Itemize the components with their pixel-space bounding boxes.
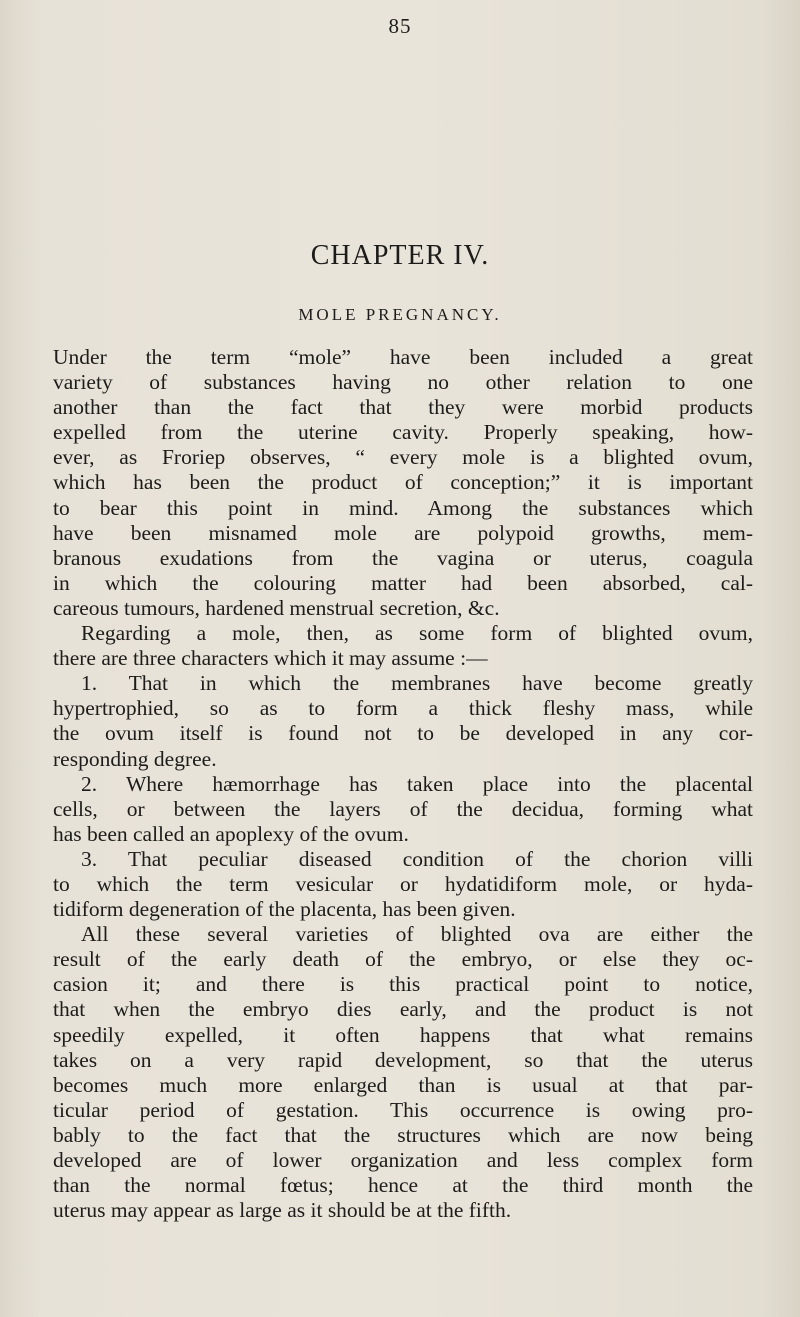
- text-line: has been called an apoplexy of the ovum.: [53, 821, 409, 846]
- text-line: another than the fact that they were morbid products: [53, 395, 753, 420]
- text-line: that when the embryo dies early, and the product is not: [53, 997, 753, 1022]
- text-line: Regarding a mole, then, as some form of blighted ovum,: [81, 621, 753, 646]
- text-line: becomes much more enlarged than is usual at that par-: [53, 1072, 753, 1097]
- text-line: 3. That peculiar diseased condition of the chorion villi: [81, 846, 753, 871]
- section-title: MOLE PREGNANCY.: [298, 305, 502, 324]
- text-line: variety of substances having no other relation to one: [53, 370, 753, 395]
- text-line: uterus may appear as large as it should be at the fifth.: [53, 1198, 512, 1223]
- text-line: All these several varieties of blighted ova are either the: [81, 922, 753, 947]
- text-line: tidiform degeneration of the placenta, has been given.: [53, 897, 516, 922]
- text-line: branous exudations from the vagina or uterus, coagula: [53, 545, 753, 570]
- chapter-title: CHAPTER IV.: [310, 240, 490, 271]
- text-line: speedily expelled, it often happens that what remains: [53, 1022, 753, 1047]
- text-line: hypertrophied, so as to form a thick fleshy mass, while: [53, 696, 753, 721]
- text-line: which has been the product of conception;” it is important: [53, 470, 753, 495]
- text-line: there are three characters which it may assume :—: [53, 646, 488, 671]
- text-line: to which the term vesicular or hydatidiform mole, or hyda-: [53, 871, 753, 896]
- text-line: the ovum itself is found not to be developed in any cor-: [53, 721, 753, 746]
- text-line: responding degree.: [53, 746, 217, 771]
- text-line: in which the colouring matter had been absorbed, cal-: [53, 570, 753, 595]
- text-line: developed are of lower organization and less complex form: [53, 1148, 753, 1172]
- text-line: Under the term “mole” have been included a great: [53, 345, 753, 369]
- text-line: bably to the fact that the structures which are now being: [53, 1122, 753, 1147]
- text-line: careous tumours, hardened menstrual secretion, &c.: [53, 595, 500, 620]
- body-text: [53, 345, 753, 1223]
- text-line: cells, or between the layers of the decidua, forming what: [53, 796, 753, 821]
- text-line: ever, as Froriep observes, “ every mole is a blighted ovum,: [53, 445, 753, 470]
- text-line: takes on a very rapid development, so that the uterus: [53, 1047, 753, 1072]
- text-line: result of the early death of the embryo, or else they oc-: [53, 947, 753, 972]
- text-line: expelled from the uterine cavity. Properly speaking, how-: [53, 420, 753, 445]
- text-line: have been misnamed mole are polypoid growths, mem-: [53, 520, 753, 545]
- text-line: 1. That in which the membranes have become greatly: [81, 671, 753, 696]
- text-line: 2. Where hæmorrhage has taken place into the placental: [81, 771, 753, 796]
- text-line: ticular period of gestation. This occurrence is owing pro-: [53, 1097, 753, 1122]
- text-line: than the normal fœtus; hence at the third month the: [53, 1173, 753, 1198]
- page-number: 85: [388, 14, 412, 38]
- text-line: casion it; and there is this practical point to notice,: [53, 972, 753, 997]
- text-line: to bear this point in mind. Among the substances which: [53, 495, 753, 520]
